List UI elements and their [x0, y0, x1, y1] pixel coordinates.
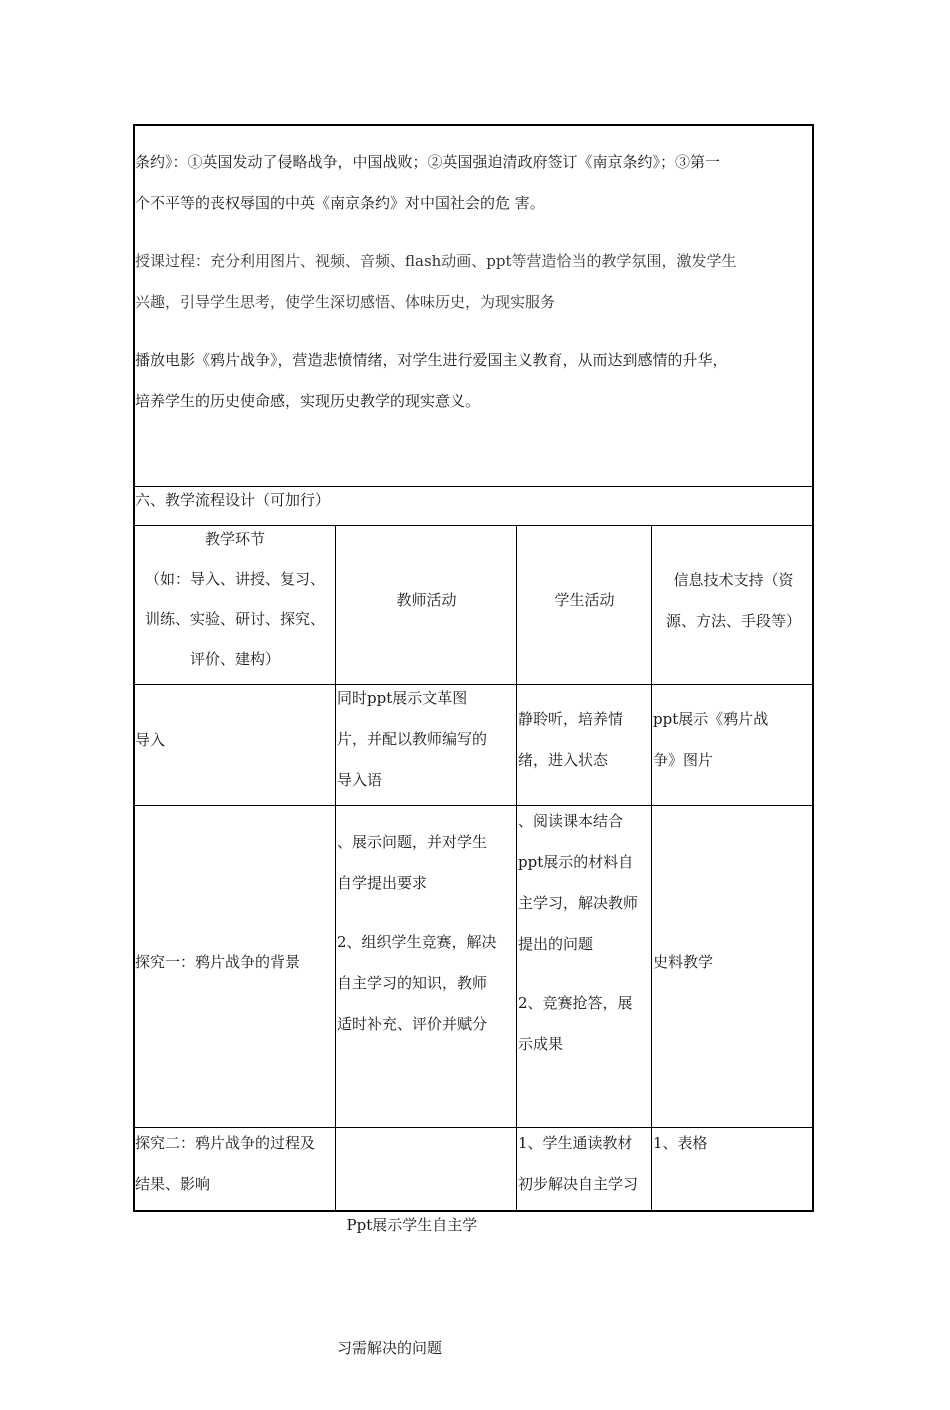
col-divider-2 — [516, 525, 517, 1212]
row1-stage: 导入 — [135, 731, 166, 749]
intro-line-1: 条约》：①英国发动了侵略战争，中国战败；②英国强迫清政府签订《南京条约》；③第一 — [135, 153, 721, 171]
intro-line-5: 播放电影《鸦片战争》，营造悲愤情绪，对学生进行爱国主义教育，从而达到感情的升华， — [135, 351, 728, 369]
row3-stage: 探究二：鸦片战争的过程及 结果、影响 — [135, 1134, 316, 1193]
row2-tech: 史料教学 — [653, 953, 714, 971]
col-divider-1 — [335, 525, 336, 1212]
intro-line-6: 培养学生的历史使命感，实现历史教学的现实意义。 — [135, 392, 481, 410]
row2-teacher: 、展示问题，并对学生 自学提出要求 2、组织学生竞赛，解决 自主学习的知识，教师 适时补充、评价并赋分 — [337, 833, 497, 1033]
intro-line-3: 授课过程：充分利用图片、视频、音频、flash动画、ppt等营造恰当的教学氛围，激发学生 — [135, 252, 737, 270]
row3-tech: 1、表格 — [653, 1134, 708, 1152]
header-teacher: 教师活动 — [396, 591, 457, 609]
intro-line-2: 个不平等的丧权辱国的中英《南京条约》对中国社会的危 害。 — [135, 194, 545, 212]
row1-tech: ppt展示《鸦片战 争》图片 — [653, 710, 769, 769]
row3-student: 1、学生通读教材 初步解决自主学习 — [518, 1134, 639, 1193]
col-divider-3 — [651, 525, 652, 1212]
row2-stage: 探究一：鸦片战争的背景 — [135, 953, 301, 971]
rule-row-2 — [133, 805, 814, 806]
section-title: 六、教学流程设计（可加行） — [135, 491, 331, 509]
header-tech: 信息技术支持（资 源、方法、手段等） — [665, 571, 801, 630]
row1-student: 静聆听，培养情 绪，进入状态 — [518, 710, 624, 769]
row1-teacher: 同时ppt展示文革图 片，并配以教师编写的 导入语 — [337, 689, 488, 789]
row2-student: 、阅读课本结合 ppt展示的材料自 主学习，解决教师 提出的问题 2、竞赛抢答，展 示成果 — [518, 812, 639, 1053]
header-student: 学生活动 — [554, 591, 615, 609]
header-stage: 教学环节 （如：导入、讲授、复习、 训练、实验、研讨、探究、 评价、建构） — [144, 530, 325, 668]
row3-teacher: Ppt展示学生自主学 习需解决的问题 — [337, 1216, 478, 1357]
intro-line-4: 兴趣，引导学生思考，使学生深切感悟、体味历史，为现实服务 — [135, 293, 556, 311]
